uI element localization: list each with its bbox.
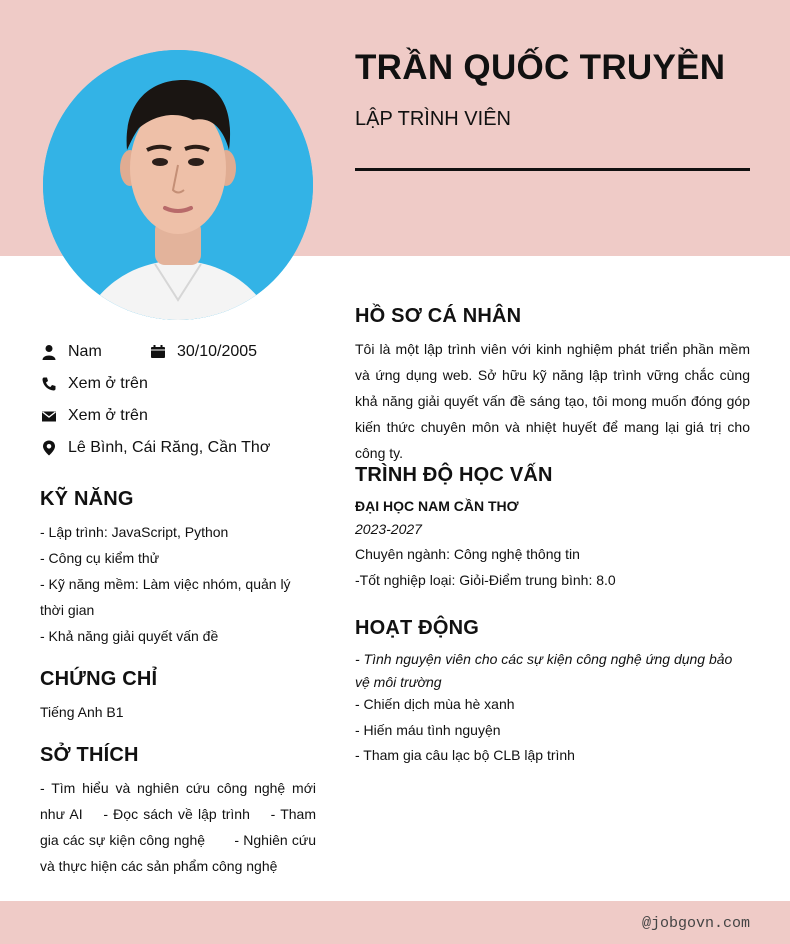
grade: -Tốt nghiệp loại: Giỏi-Điểm trung bình: 8.0 xyxy=(355,572,616,588)
gender-row xyxy=(40,343,102,361)
birthday-value: 30/10/2005 xyxy=(177,343,258,360)
header-divider xyxy=(355,168,750,171)
study-period: 2023-2027 xyxy=(355,521,422,537)
gender-value: Nam xyxy=(68,343,102,360)
address-value: Lê Bình, Cái Răng, Cần Thơ xyxy=(68,439,271,456)
list-item: - Lập trình: JavaScript, Python xyxy=(40,524,229,540)
birthday-row xyxy=(149,343,257,361)
list-item: - Hiến máu tình nguyện xyxy=(355,721,501,738)
skills-heading: KỸ NĂNG xyxy=(40,488,134,510)
profile-photo xyxy=(43,50,313,320)
list-item: - Khả năng giải quyết vấn đề xyxy=(40,628,219,644)
calendar-icon xyxy=(149,343,167,361)
phone-value: Xem ở trên xyxy=(68,375,148,392)
list-item: - Công cụ kiểm thử xyxy=(40,550,160,566)
activities-list xyxy=(355,692,750,769)
skills-list xyxy=(40,519,316,649)
hobbies-heading: SỞ THÍCH xyxy=(40,744,139,766)
email-row xyxy=(40,407,148,425)
email-value: Xem ở trên xyxy=(68,407,148,424)
candidate-name: TRẦN QUỐC TRUYỀN xyxy=(355,48,726,87)
phone-row xyxy=(40,375,148,393)
profile-heading: HỒ SƠ CÁ NHÂN xyxy=(355,305,522,327)
profile-text: Tôi là một lập trình viên với kinh nghiệm phát triển phần mềm và ứng dụng web. Sở hữu kỹ năng lập trình vững chắc cùng khả năng giải quyết vấn đề sáng tạo, tôi mong muốn đóng góp kiến thức chuyên môn và nhiệt huyết để mang lại giá trị cho công ty. xyxy=(355,341,750,461)
footer-credit: @jobgovn.com xyxy=(641,915,750,932)
list-item: - Kỹ năng mềm: Làm việc nhóm, quản lý thời gian xyxy=(40,576,291,618)
hobbies-text: - Tìm hiểu và nghiên cứu công nghệ mới như AI - Đọc sách về lập trình - Tham gia các sự kiện công nghệ - Nghiên cứu và thực hiện các sản phẩm công nghệ xyxy=(40,780,320,874)
activities-heading: HOẠT ĐỘNG xyxy=(355,617,480,639)
address-row xyxy=(40,439,270,457)
school-name: ĐẠI HỌC NAM CẦN THƠ xyxy=(355,498,519,514)
envelope-icon xyxy=(40,407,58,425)
certificate-item: Tiếng Anh B1 xyxy=(40,704,124,720)
major: Chuyên ngành: Công nghệ thông tin xyxy=(355,546,580,562)
list-item: - Chiến dịch mùa hè xanh xyxy=(355,696,515,712)
job-title: LẬP TRÌNH VIÊN xyxy=(355,108,511,130)
person-icon xyxy=(40,343,58,361)
activities-headline: - Tình nguyện viên cho các sự kiện công nghệ ứng dụng bảo vệ môi trường xyxy=(355,651,733,690)
list-item: - Tham gia câu lạc bộ CLB lập trình xyxy=(355,747,575,763)
education-heading: TRÌNH ĐỘ HỌC VẤN xyxy=(355,464,553,486)
phone-icon xyxy=(40,375,58,393)
location-pin-icon xyxy=(40,439,58,457)
certificates-heading: CHỨNG CHỈ xyxy=(40,668,158,690)
